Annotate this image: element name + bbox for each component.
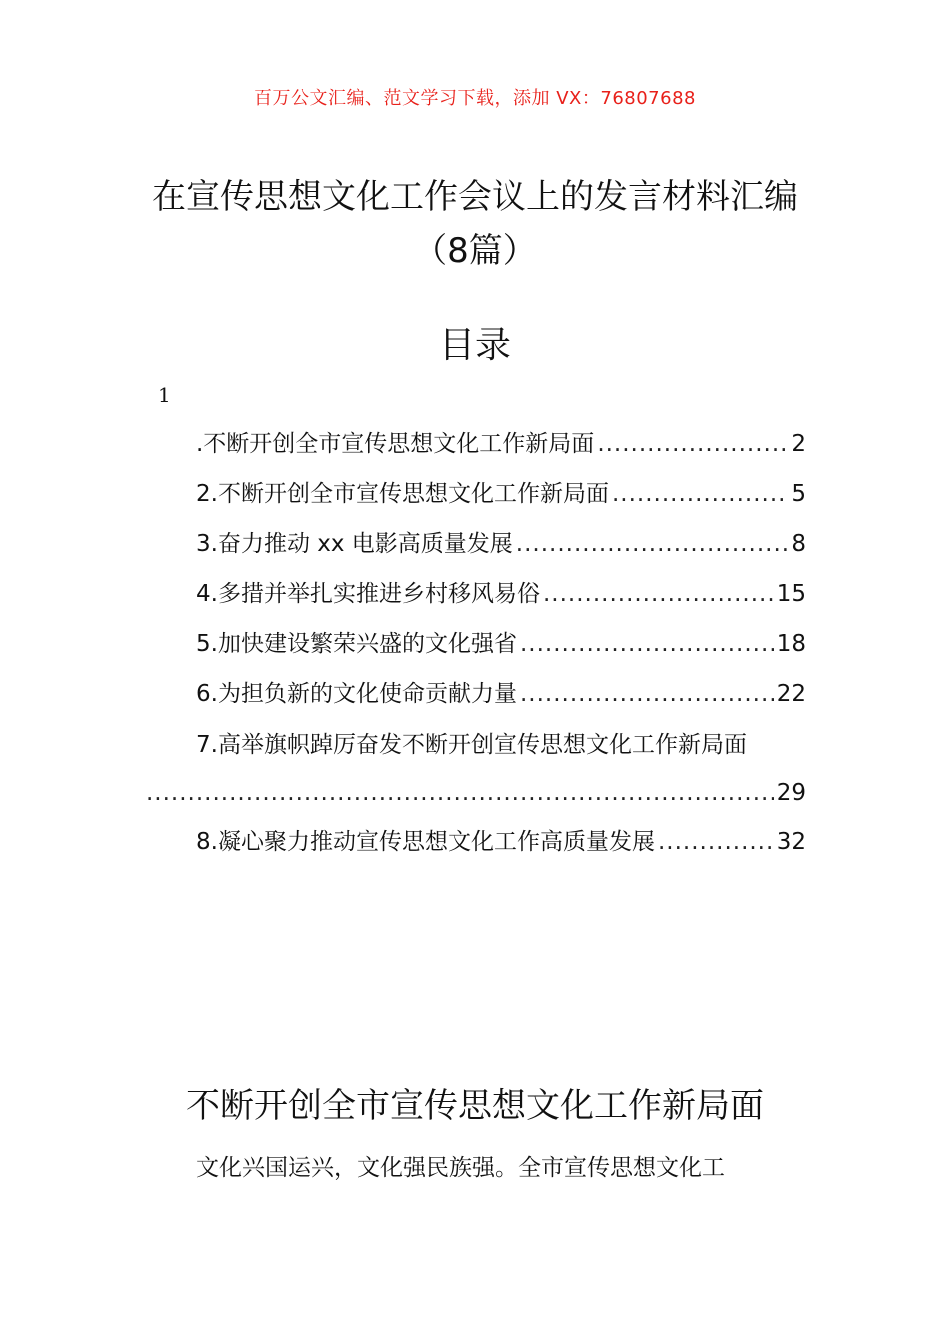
toc-entry-label: .不断开创全市宣传思想文化工作新局面	[196, 431, 595, 457]
toc-entry-label: 5.加快建设繁荣兴盛的文化强省	[196, 631, 517, 657]
toc-entry-page: 22	[776, 681, 806, 707]
toc-entry[interactable]	[196, 524, 806, 564]
toc-leader-dots	[146, 773, 774, 813]
toc-leader-dots	[543, 574, 774, 614]
toc-leader-dots	[597, 424, 788, 464]
toc-heading: 目录	[438, 325, 511, 366]
toc-entry[interactable]	[196, 474, 806, 514]
toc-entry-label: 4.多措并举扎实推进乡村移风易俗	[196, 581, 540, 607]
body-paragraph: 文化兴国运兴，文化强民族强。全市宣传思想文化工	[196, 1155, 725, 1181]
toc-entry[interactable]	[196, 424, 806, 464]
toc-entry[interactable]	[146, 773, 806, 813]
toc-leader-dots	[520, 624, 774, 664]
toc-entry-page: 8	[791, 531, 806, 557]
toc-entry-label: 6.为担负新的文化使命贡献力量	[196, 681, 517, 707]
section-title: 不断开创全市宣传思想文化工作新局面	[186, 1086, 764, 1126]
toc-entry-page: 5	[791, 481, 806, 507]
toc-entry-label: 8.凝心聚力推动宣传思想文化工作高质量发展	[196, 829, 655, 855]
toc-entry[interactable]	[196, 822, 806, 862]
document-title: 在宣传思想文化工作会议上的发言材料汇编（8篇）	[152, 177, 798, 271]
toc-entry-page: 32	[776, 829, 806, 855]
toc-entry-page: 2	[791, 431, 806, 457]
toc-entry-label: 3.奋力推动 xx 电影高质量发展	[196, 531, 513, 557]
toc-entry-label: 2.不断开创全市宣传思想文化工作新局面	[196, 481, 609, 507]
watermark-text: 百万公文汇编、范文学习下载，添加 VX：76807688	[254, 88, 696, 109]
toc-leader-dots	[520, 674, 774, 714]
toc-entry-page: 15	[776, 581, 806, 607]
toc-entry-page: 29	[776, 780, 806, 806]
page-marker: 1	[158, 383, 171, 407]
toc-entry[interactable]	[196, 624, 806, 664]
toc-entry-page: 18	[776, 631, 806, 657]
toc-leader-dots	[658, 822, 774, 862]
toc-leader-dots	[612, 474, 788, 514]
toc-leader-dots	[516, 524, 789, 564]
toc-entry-label[interactable]: 7.高举旗帜踔厉奋发不断开创宣传思想文化工作新局面	[196, 732, 747, 758]
toc-entry[interactable]	[196, 674, 806, 714]
toc-entry[interactable]	[196, 574, 806, 614]
